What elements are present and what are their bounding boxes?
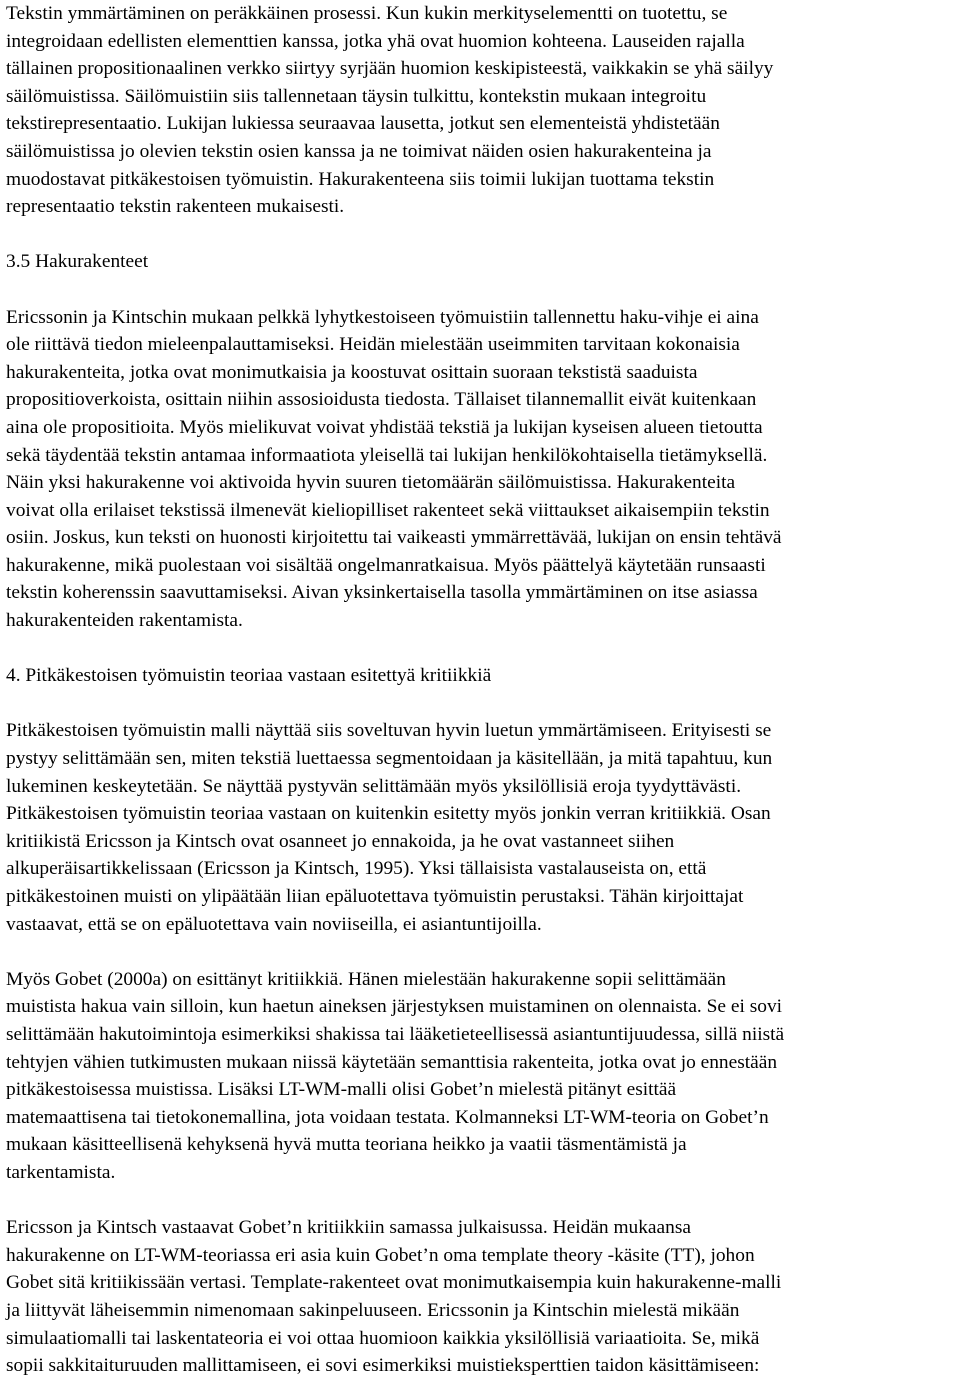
text-line: muodostavat pitkäkestoisen työmuistin. Hakurakenteena siis toimii lukijan tuottama tekstin — [6, 168, 715, 190]
text-line: selittämään hakutoimintoja esimerkiksi shakissa tai lääketieteellisessä asiantuntijuudessa, sillä niistä — [6, 1023, 785, 1045]
paragraph-ericsson-kintsch-reply — [6, 1214, 956, 1380]
text-line: voivat olla erilaiset tekstissä ilmenevät kieliopilliset rakenteet sekä viittaukset aikaisempiin tekstin — [6, 499, 770, 521]
paragraph-spacer — [6, 938, 956, 966]
text-line: osiin. Joskus, kun teksti on huonosti kirjoitettu tai vaikeasti ymmärrettävää, lukijan on ensin tehtävä — [6, 527, 782, 549]
paragraph-spacer — [6, 635, 956, 663]
text-line: Ericsson ja Kintsch vastaavat Gobet’n kritiikkiin samassa julkaisussa. Heidän mukaansa — [6, 1217, 691, 1239]
text-line: simulaatiomalli tai laskentateoria ei voi ottaa huomioon kaikkia yksilöllisiä variaatioita. Se, mikä — [6, 1327, 760, 1349]
text-line: Näin yksi hakurakenne voi aktivoida hyvin suuren tietomäärän säilömuistissa. Hakurakenteita — [6, 472, 736, 494]
text-line: pitkäkestoinen muisti on ylipäätään liian epäluotettava työmuistin perustaksi. Tähän kirjoittajat — [6, 886, 744, 907]
paragraph-spacer — [6, 1187, 956, 1215]
text-line: sopii sakkitaituruuden mallittamiseen, ei sovi esimerkiksi muistieksperttien taidon käsittämiseen: — [6, 1355, 760, 1377]
text-line: vastaavat, että se on epäluotettava vain noviiseilla, ei asiantuntijoilla. — [6, 913, 542, 935]
section-heading-3-5: 3.5 Hakurakenteet — [6, 251, 149, 273]
section-heading-4: 4. Pitkäkestoisen työmuistin teoriaa vastaan esitettyä kritiikkiä — [6, 665, 492, 687]
text-line: hakurakenne on LT-WM-teoriassa eri asia kuin Gobet’n oma template theory -käsite (TT), johon — [6, 1244, 755, 1266]
text-line: integroidaan edellisten elementtien kanssa, jotka yhä ovat huomion kohteena. Lauseiden rajalla — [6, 30, 745, 52]
text-line: tekstirepresentaatio. Lukijan lukiessa seuraavaa lausetta, jotkut sen elementeistä yhdistetään — [6, 113, 720, 135]
text-line: tekstin koherenssin saavuttamiseksi. Aivan yksinkertaisella tasolla ymmärtäminen on itse asiassa — [6, 582, 758, 604]
paragraph-spacer — [6, 690, 956, 718]
text-line: Pitkäkestoisen työmuistin teoriaa vastaan on kuitenkin esitetty myös jonkin verran kritiikkiä. Osan — [6, 803, 771, 825]
text-line: matemaattisena tai tietokonemallina, jota voidaan testata. Kolmanneksi LT-WM-teoria on Gobet’n — [6, 1106, 769, 1128]
paragraph-gobet-criticism — [6, 966, 956, 1187]
text-line: ja liittyvät läheisemmin nimenomaan sakinpeluuseen. Ericssonin ja Kintschin mielestä mikään — [6, 1299, 740, 1321]
text-line: alkuperäisartikkelissaan (Ericsson ja Kintsch, 1995). Yksi tällaisista vastalauseista on, että — [6, 858, 707, 880]
paragraph-retrieval-structures — [6, 304, 956, 635]
text-line: hakurakenteiden rakentamista. — [6, 610, 243, 632]
text-line: Myös Gobet (2000a) on esittänyt kritiikkiä. Hänen mielestään hakurakenne sopii selittämään — [6, 968, 726, 990]
paragraph-ltwm-criticism — [6, 717, 956, 938]
text-line: tarkentamista. — [6, 1161, 116, 1183]
text-line: sekä täydentää tekstin antamaa informaatiota yleisellä tai lukijan henkilökohtaisella tietämyksellä. — [6, 444, 768, 466]
text-line: mukaan käsitteellisenä kehyksenä hyvä mutta teoriana heikko ja vaatii täsmentämistä ja — [6, 1134, 687, 1156]
text-line: Gobet sitä kritiikissään vertasi. Template-rakenteet ovat monimutkaisempia kuin hakurakenne-malli — [6, 1272, 782, 1294]
text-line: säilömuistissa. Säilömuistiin siis tallennetaan täysin tulkittu, kontekstin mukaan integroitu — [6, 85, 707, 107]
text-line: Tekstin ymmärtäminen on peräkkäinen prosessi. Kun kukin merkityselementti on tuotettu, se — [6, 3, 728, 24]
text-line: säilömuistissa jo olevien tekstin osien kanssa ja ne toimivat näiden osien hakurakenteina ja — [6, 140, 712, 162]
text-line: ole riittävä tiedon mieleenpalauttamiseksi. Heidän mielestään useimmiten tarvitaan kokonaisia — [6, 334, 740, 356]
text-line: lukeminen keskeytetään. Se näyttää pystyvän selittämään myös yksilöllisiä eroja tyydyttävästi. — [6, 775, 742, 797]
text-line: muistista hakua vain silloin, kun haetun aineksen järjestyksen muistaminen on olennaista. Se ei sovi — [6, 996, 783, 1018]
document-page — [6, 0, 956, 1380]
text-line: pystyy selittämään sen, miten tekstiä luettaessa segmentoidaan ja käsitellään, ja mitä tapahtuu, kun — [6, 748, 773, 770]
text-line: tehtyjen vähien tutkimusten mukaan niissä käytetään semanttisia rakenteita, jotka ovat jo ennestään — [6, 1051, 778, 1073]
text-line: aina ole propositioita. Myös mielikuvat voivat yhdistää tekstiä ja lukijan kyseisen alueen tietoutta — [6, 416, 763, 438]
text-line: kritiikistä Ericsson ja Kintsch ovat osanneet jo ennakoida, ja he ovat vastanneet siihen — [6, 830, 675, 852]
paragraph-text-comprehension — [6, 0, 956, 221]
text-line: pitkäkestoisessa muistissa. Lisäksi LT-WM-malli olisi Gobet’n mielestä pitänyt esittää — [6, 1079, 677, 1101]
paragraph-spacer — [6, 221, 956, 249]
text-line: propositioverkoista, osittain niihin assosioidusta tiedosta. Tällaiset tilannemallit eivät kuitenkaan — [6, 389, 757, 411]
text-line: tällainen propositionaalinen verkko siirtyy syrjään huomion keskipisteestä, vaikkakin se yhä säilyy — [6, 58, 774, 80]
text-line: Ericssonin ja Kintschin mukaan pelkkä lyhytkestoiseen työmuistiin tallennettu haku-vihje ei aina — [6, 306, 759, 328]
text-line: hakurakenne, mikä puolestaan voi sisältää ongelmanratkaisua. Myös päättelyä käytetään runsaasti — [6, 554, 766, 576]
text-line: hakurakenteita, jotka ovat monimutkaisia ja koostuvat osittain suoraan tekstistä saaduista — [6, 361, 698, 383]
paragraph-spacer — [6, 276, 956, 304]
text-line: representaatio tekstin rakenteen mukaisesti. — [6, 196, 345, 218]
text-line: Pitkäkestoisen työmuistin malli näyttää siis soveltuvan hyvin luetun ymmärtämiseen. Erityisesti se — [6, 720, 772, 742]
